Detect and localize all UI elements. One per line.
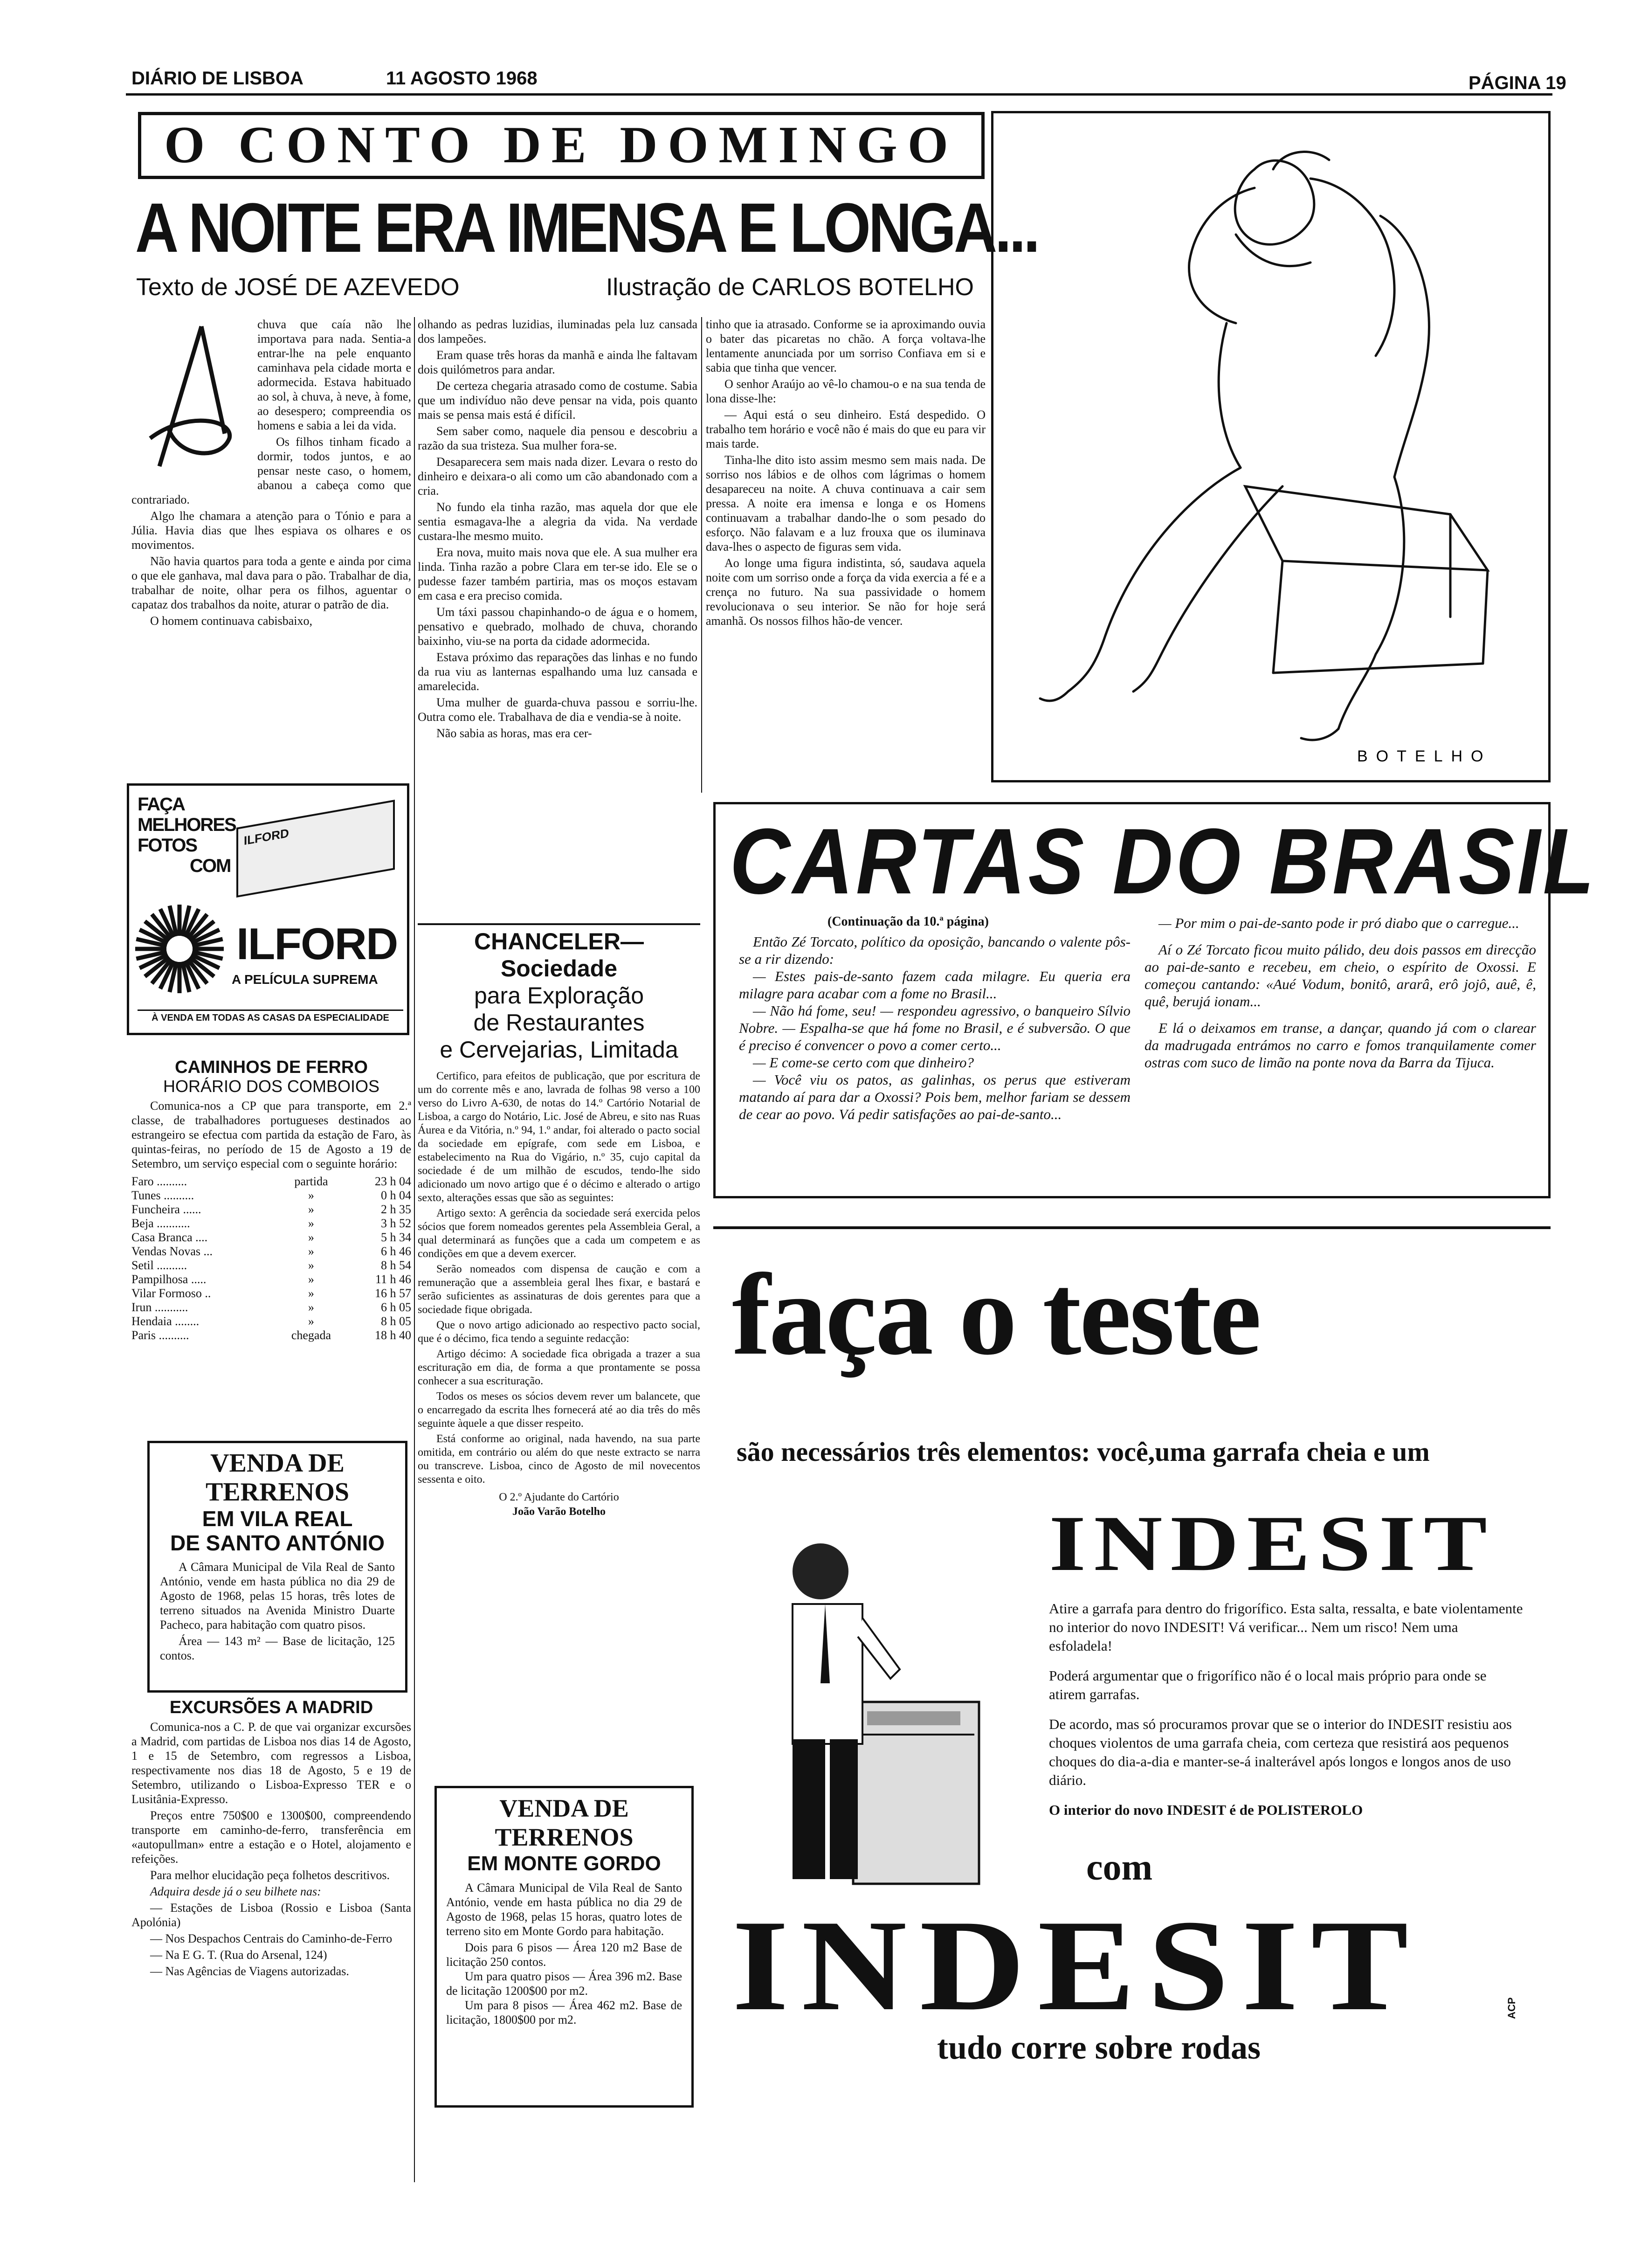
chanceler-paragraph: Artigo sexto: A gerência da sociedade será exercida pelos sócios que forem nomeados gerentes pela Assembleia Geral, a qual determinará as funções que a cada um competem e as condições em que a devem exercer. (418, 1207, 700, 1260)
chanceler-paragraph: Serão nomeados com dispensa de caução e com a remuneração que a assembleia geral lhes fixar, e bastará e serão suficientes as assinaturas de dois gerentes para que a sociedade fique obrigada. (418, 1263, 700, 1316)
story-headline: A NOITE ERA IMENSA E LONGA... (135, 188, 1038, 267)
illustration-signature: BOTELHO (1357, 747, 1492, 765)
indesit-brand: INDESIT (1049, 1500, 1495, 1587)
section-label-box (138, 112, 985, 179)
story-illustration (991, 111, 1551, 782)
excursions-paragraph: — Nas Agências de Viagens autorizadas. (150, 1964, 349, 1978)
indesit-brand-large: INDESIT (732, 1893, 1421, 2038)
story-paragraph: No fundo ela tinha razão, mas aquela dor que ele sentia esmagava-lhe a alegria da vida. Na verdade custara-lhe mesmo muito. (418, 500, 697, 543)
land-title: VENDA DE TERRENOS (495, 1794, 634, 1851)
land-line: Um para 8 pisos — Área 462 m2. Base de licitação, 1800$00 por m2. (446, 1998, 682, 2026)
ilford-line: FOTOS (138, 835, 197, 856)
cartas-right-column (1145, 914, 1536, 1071)
land-subtitle: EM VILA REAL (202, 1507, 353, 1531)
cartas-left-column (739, 933, 1131, 1123)
story-column-2 (418, 317, 697, 923)
timetable-station: Casa Branca .... (131, 1231, 208, 1244)
excursions-title: EXCURSÕES A MADRID (169, 1698, 373, 1717)
cartas-paragraph: — Estes pais-de-santo fazem cada milagre. Eu queria era milagre para acabar com a fome no Brasil... (739, 968, 1131, 1002)
film-box-label: ILFORD (244, 826, 289, 848)
ilford-ad (127, 783, 409, 1035)
timetable-station: Paris .......... (131, 1328, 189, 1342)
story-paragraph: De certeza chegaria atrasado como de costume. Sabia que um indivíduo não deve pensar na vida, pois quanto mais se pensa mais está é difícil. (418, 379, 697, 422)
excursions-paragraph: Comunica-nos a C. P. de que vai organizar excursões a Madrid, com partidas de Lisboa nos dias 14 de Agosto, 1 e 15 de Setembro, com regressos a Lisboa, respectivamente nos dias 18 de Agosto, 5 e 19 de Setembro, utilizando o Lisboa-Expresso TER e o Lusitânia-Expresso. (131, 1720, 411, 1806)
train-schedule (131, 1058, 411, 1342)
excursions-paragraph: — Na E G. T. (Rua do Arsenal, 124) (150, 1948, 327, 1962)
timetable-time: 2 h 35 (381, 1203, 411, 1216)
timetable-time: 16 h 57 (375, 1286, 411, 1300)
timetable-station: Hendaia ........ (131, 1314, 200, 1328)
ilford-footer: À VENDA EM TODAS AS CASAS DA ESPECIALIDADE (138, 1010, 403, 1023)
header-rule (126, 93, 1552, 96)
timetable-row (131, 1245, 411, 1258)
excursions-paragraph: — Nos Despachos Centrais do Caminho-de-Ferro (150, 1932, 393, 1945)
story-paragraph: Eram quase três horas da manhã e ainda lhe faltavam dois quilómetros para andar. (418, 348, 697, 376)
timetable-station: Funcheira ...... (131, 1203, 201, 1216)
ilford-line: MELHORES (138, 815, 236, 835)
story-paragraph: Era nova, muito mais nova que ele. A sua mulher era linda. Tinha razão a pobre Clara em ter-se ido. Ele se o pudesse fazer também partiria, mas os moços estavam em casa e era preciso comida. (418, 546, 697, 602)
timetable-marker: » (308, 1300, 314, 1314)
cartas-paragraph: Então Zé Torcato, político da oposição, bancando o valente pôs-se a rir dizendo: (739, 933, 1131, 967)
excursions-paragraph: Para melhor elucidação peça folhetos descritivos. (150, 1868, 390, 1882)
timetable-row (131, 1231, 411, 1245)
timetable-marker: » (308, 1286, 314, 1300)
timetable-station: Vendas Novas ... (131, 1245, 213, 1258)
story-paragraph: — Aqui está o seu dinheiro. Está despedido. O trabalho tem horário e você não é mais do que eu para vir mais tarde. (706, 408, 986, 450)
timetable-station: Pampilhosa ..... (131, 1272, 207, 1286)
column-rule (701, 317, 702, 793)
timetable-marker: » (308, 1231, 314, 1244)
chanceler-paragraph: Todos os meses os sócios devem rever um balancete, que o encarregado da escrita lhes fornecerá até ao dia três do mês seguinte àquele a que disser respeito. (418, 1390, 700, 1430)
fridge-icon (741, 1515, 1002, 1888)
story-paragraph: Desaparecera sem mais nada dizer. Levara o resto do dinheiro e deixara-o ali como um cão abandonado com a cria. (418, 455, 697, 498)
illustration-credit: Ilustração de CARLOS BOTELHO (606, 274, 974, 301)
indesit-tagline: tudo corre sobre rodas (937, 2029, 1261, 2066)
drop-cap (131, 317, 253, 480)
cartas-title: CARTAS DO BRASIL (730, 809, 1597, 913)
timetable-marker: » (308, 1245, 314, 1258)
chanceler-title: de Restaurantes (473, 1010, 645, 1036)
story-paragraph: Uma mulher de guarda-chuva passou e sorriu-lhe. Outra como ele. Trabalhava de dia e vendia-se à noite. (418, 696, 697, 724)
story-paragraph: tinho que ia atrasado. Conforme se ia aproximando ouvia o bater das picaretas no chão. A força voltava-lhe lentamente anunciada por um sorriso Confiava em si e sabia que tinha que vencer. (706, 318, 986, 374)
story-byline: Texto de JOSÉ DE AZEVEDO (136, 274, 460, 301)
indesit-com: com (1086, 1847, 1153, 1888)
story-column-1 (131, 317, 411, 751)
excursions-paragraph: Adquira desde já o seu bilhete nas: (150, 1885, 321, 1898)
indesit-paragraph: Poderá argumentar que o frigorífico não é o local mais próprio para onde se atirem garrafas. (1049, 1667, 1487, 1702)
excursions-paragraph: — Estações de Lisboa (Rossio e Lisboa (Santa Apolónia) (131, 1901, 411, 1929)
chanceler-notice (418, 928, 700, 1777)
cartas-paragraph: — E come-se certo com que dinheiro? (753, 1054, 974, 1071)
timetable-time: 0 h 04 (381, 1189, 411, 1202)
indesit-top-rule (713, 1226, 1551, 1229)
timetable-time: 11 h 46 (375, 1272, 411, 1286)
indesit-agency: ACP (1506, 1997, 1517, 2019)
timetable-row (131, 1272, 411, 1286)
timetable (131, 1175, 411, 1342)
timetable-time: 8 h 54 (381, 1258, 411, 1272)
man-with-fridge-photo (741, 1515, 1002, 1888)
story-paragraph: Algo lhe chamara a atenção para o Tónio e para a Júlia. Havia dias que lhes espiava os olhares e os movimentos. (131, 509, 411, 552)
timetable-station: Faro .......... (131, 1175, 187, 1188)
indesit-paragraph: De acordo, mas só procuramos provar que se o interior do INDESIT resistiu aos choques violentos de uma garrafa cheia, com certeza que resistirá aos pequenos choques do dia-a-dia e manter-se-á inalterável após longos e longos anos de uso diário. (1049, 1716, 1512, 1788)
cartas-paragraph: — Por mim o pai-de-santo pode ir pró diabo que o carregue... (1158, 915, 1519, 931)
cartas-box (713, 802, 1597, 1198)
train-intro: Comunica-nos a CP que para transporte, em 2.ª classe, de trabalhadores portugueses destinados ao estrangeiro se efectua com partida da estação de Faro, às quintas-feiras, no período de 15 de Agosto a 19 de Setembro, um serviço especial com o seguinte horário: (131, 1099, 411, 1170)
page-number: PÁGINA 19 (1469, 73, 1566, 93)
indesit-headline: faça o teste (732, 1250, 1260, 1379)
timetable-marker: » (308, 1258, 314, 1272)
timetable-marker: chegada (291, 1328, 331, 1342)
excursions-paragraph: Preços entre 750$00 e 1300$00, compreendendo transporte em caminho-de-ferro, transferência em «autopullman» entre a estação e o Hotel, alojamento e refeições. (131, 1809, 411, 1866)
timetable-row (131, 1258, 411, 1272)
story-paragraph: Um táxi passou chapinhando-o de água e o homem, pensativo e quebrado, molhado de chuva, chorando baixinho, viu-se na porta da cidade adormecida. (418, 605, 697, 648)
story-paragraph: O homem continuava cabisbaixo, (150, 614, 313, 628)
ilford-line: FAÇA (138, 794, 185, 815)
timetable-row (131, 1328, 411, 1342)
timetable-time: 8 h 05 (381, 1314, 411, 1328)
timetable-row (131, 1314, 411, 1328)
timetable-row (131, 1286, 411, 1300)
column-rule (414, 783, 415, 2182)
timetable-station: Irun ........... (131, 1300, 188, 1314)
timetable-marker: partida (294, 1175, 328, 1188)
cartas-paragraph: Aí o Zé Torcato ficou muito pálido, deu dois passos em direcção ao pai-de-santo e recebeu, em cheio, o espírito de Oxossi. E começou cantando: «Aué Vodum, bonitô, ararâ, erô jojô, auê, ê, quê, berujá ionam... (1145, 941, 1536, 1010)
timetable-row (131, 1203, 411, 1217)
ilford-line: COM (190, 856, 231, 876)
timetable-time: 5 h 34 (381, 1231, 411, 1244)
seated-figure-illustration (993, 113, 1548, 780)
drop-cap-letter (131, 317, 253, 480)
cartas-paragraph: E lá o deixamos em transe, a dançar, quando já com o clarear da madrugada entrámos no carro e fomos tranquilamente comer ostras com suco de limão na ponte nova da Barra da Tijuca. (1145, 1020, 1536, 1071)
chanceler-signoff: O 2.º Ajudante do Cartório (499, 1491, 619, 1503)
timetable-row (131, 1175, 411, 1189)
timetable-row (131, 1189, 411, 1203)
column-rule (414, 317, 415, 783)
story-paragraph: Ao longe uma figura indistinta, só, saudava aquela noite com um sorriso onde a força da vida exercia a fé e a crença no futuro. Na sua passividade o homem revolucionava o seu interior. Se não for hoje será amanhã. Os nossos filhos hão-de vencer. (706, 556, 986, 628)
timetable-station: Vilar Formoso .. (131, 1286, 211, 1300)
land-body: A Câmara Municipal de Vila Real de Santo António, vende em hasta pública no dia 29 de Agosto de 1968, pelas 15 horas, quatro lotes de terreno sito em Monte Gordo para habitação. (446, 1881, 682, 1938)
timetable-marker: » (308, 1203, 314, 1216)
story-paragraph: Não havia quartos para toda a gente e ainda por cima o que ele ganhava, mal dava para o pão. Trabalhar de dia, trabalhar de noite, olhar pera os filhos, aguentar o capataz dos trabalhos da noite, aturar o patrão de dia. (131, 554, 411, 611)
timetable-row (131, 1300, 411, 1314)
chanceler-paragraph: Está conforme ao original, nada havendo, na sua parte omitida, em contrário ou além do que neste extracto se narra ou transcreve. Lisboa, cinco de Agosto de mil novecentos sessenta e oito. (418, 1433, 700, 1486)
land-sale-monte-gordo (434, 1786, 694, 2108)
indesit-paragraph: O interior do novo INDESIT é de POLISTEROLO (1049, 1802, 1363, 1818)
timetable-time: 6 h 46 (381, 1245, 411, 1258)
chanceler-signatory: João Varão Botelho (512, 1506, 606, 1518)
timetable-marker: » (308, 1314, 314, 1328)
cartas-paragraph: — Não há fome, seu! — respondeu agressivo, o banqueiro Sílvio Nobre. — Espalha-se que há fome no Brasil, e é subversão. O que é preciso é convencer o povo a comer certo... (739, 1003, 1131, 1053)
ilford-brand: ILFORD (236, 919, 398, 969)
story-paragraph: Estava próximo das reparações das linhas e no fundo da rua viu as lanternas espalhando uma luz cansada e amarelecida. (418, 650, 697, 693)
land-body: A Câmara Municipal de Vila Real de Santo António, vende em hasta pública no dia 29 de Agosto de 1968, pelas 15 horas, três lotes de terreno situados na Avenida Ministro Duarte Pacheco, para habitação com quatro pisos. (160, 1560, 395, 1632)
land-line: Um para quatro pisos — Área 396 m2. Base de licitação 1200$00 por m2. (446, 1970, 682, 1998)
timetable-station: Beja ........... (131, 1217, 190, 1230)
sunburst-logo-icon (133, 902, 226, 996)
train-title: CAMINHOS DE FERRO (175, 1058, 368, 1077)
indesit-copy (1049, 1599, 1524, 1819)
train-subtitle: HORÁRIO DOS COMBOIOS (163, 1077, 380, 1096)
timetable-marker: » (308, 1217, 314, 1230)
indesit-paragraph: Atire a garrafa para dentro do frigorífico. Esta salta, ressalta, e bate violentamente no interior do novo INDESIT! Vá verificar... Nem um risco! Nem uma esfoladela! (1049, 1600, 1523, 1654)
timetable-time: 6 h 05 (381, 1300, 411, 1314)
story-paragraph: O senhor Araújo ao vê-lo chamou-o e na sua tenda de lona disse-lhe: (706, 377, 986, 405)
excursions-madrid (131, 1697, 411, 2126)
chanceler-paragraph: Que o novo artigo adicionado ao respectivo pacto social, que é o décimo, fica tendo a seguinte redacção: (418, 1319, 700, 1345)
story-paragraph: Não sabia as horas, mas era cer- (436, 726, 592, 740)
masthead-date: 11 AGOSTO 1968 (386, 68, 538, 89)
ilford-tagline: A PELÍCULA SUPREMA (232, 972, 378, 987)
cartas-continued: (Continuação da 10.ª página) (827, 914, 989, 929)
land-area: Área — 143 m² — Base de licitação, 125 contos. (160, 1634, 395, 1662)
section-label: O CONTO DE DOMINGO (164, 116, 958, 174)
land-subtitle: EM MONTE GORDO (467, 1852, 661, 1875)
masthead-newspaper: DIÁRIO DE LISBOA (131, 68, 303, 89)
timetable-time: 18 h 40 (375, 1328, 411, 1342)
land-sale-vila-real (147, 1441, 407, 1693)
story-paragraph: Os filhos tinham ficado a dormir, todos juntos, e ao pensar neste caso, o homem, abanou a cabeça como que contrariado. (131, 435, 411, 506)
story-paragraph: Sem saber como, naquele dia pensou e descobriu a razão da sua tristeza. Sua mulher fora-se. (418, 424, 697, 452)
section-rule (418, 923, 700, 925)
story-intro: chuva que caía não lhe importava para nada. Sentia-a entrar-lhe na pele enquanto caminhava pela cidade morta e adormecida. Estava habituado ao sol, à chuva, à neve, à fome, ao desespero; compreendia os homens e sabia a lei da vida. (257, 318, 411, 432)
timetable-station: Setil .......... (131, 1258, 187, 1272)
timetable-time: 3 h 52 (381, 1217, 411, 1230)
timetable-marker: » (308, 1272, 314, 1286)
chanceler-title: CHANCELER—Sociedade (474, 928, 644, 982)
story-paragraph: Tinha-lhe dito isto assim mesmo sem mais nada. De sorriso nos lábios e de olhos com lágrimas o homem desapareceu na noite. A chuva continuava a cair sem pressa. A noite era imensa e longa e os Homens continuavam a trabalhar dando-lhe o som pesado do esforço. Não falavam e a luz frouxa que os iluminava dava-lhes o aspecto de figuras sem vida. (706, 453, 986, 553)
land-subtitle: DE SANTO ANTÓNIO (170, 1531, 385, 1555)
chanceler-paragraph: Certifico, para efeitos de publicação, que por escritura de um do corrente mês e ano, lavrada de folhas 98 verso a 100 verso do Livro A-630, de notas do 14.º Cartório Notarial de Lisboa, a cargo do Notário, Lic. José de Abreu, e sito nas Ruas Áurea e da Vitória, n.º 94, 1.º andar, foi alterado o pacto social da sociedade em epígrafe, com sede em Lisboa, e estabelecimento na Rua do Vigário, n.º 35, cujo capital da sociedade é de um milhão de escudos, tendo-lhe sido adicionado um novo artigo que é o décimo e alterado o artigo sexto, alterações essas que são as seguintes: (418, 1070, 700, 1204)
timetable-time: 23 h 04 (375, 1175, 411, 1188)
story-column-3 (706, 317, 986, 793)
indesit-subhead: são necessários três elementos: você,uma garrafa cheia e um (737, 1437, 1430, 1467)
cartas-paragraph: — Você viu os patos, as galinhas, os perus que estiveram matando aí para dar a Oxossi? Pois bem, melhor fariam se dessem de cear ao povo. Vá pedir satisfações ao pai-de-santo... (739, 1072, 1131, 1122)
land-title: VENDA DE TERRENOS (205, 1449, 350, 1507)
land-line: Dois para 6 pisos — Área 120 m2 Base de licitação 250 contos. (446, 1941, 682, 1969)
story-paragraph: olhando as pedras luzidias, iluminadas pela luz cansada dos lampeões. (418, 318, 697, 346)
chanceler-title: e Cervejarias, Limitada (440, 1037, 678, 1063)
indesit-ad (713, 1226, 1551, 2126)
chanceler-title: para Exploração (474, 982, 644, 1009)
film-box-icon (236, 800, 395, 898)
timetable-row (131, 1217, 411, 1231)
timetable-marker: » (308, 1189, 314, 1202)
chanceler-paragraph: Artigo décimo: A sociedade fica obrigada a trazer a sua escrituração em dia, de forma a que prontamente se possa conhecer a sua escrituração. (418, 1348, 700, 1387)
timetable-station: Tunes .......... (131, 1189, 194, 1202)
